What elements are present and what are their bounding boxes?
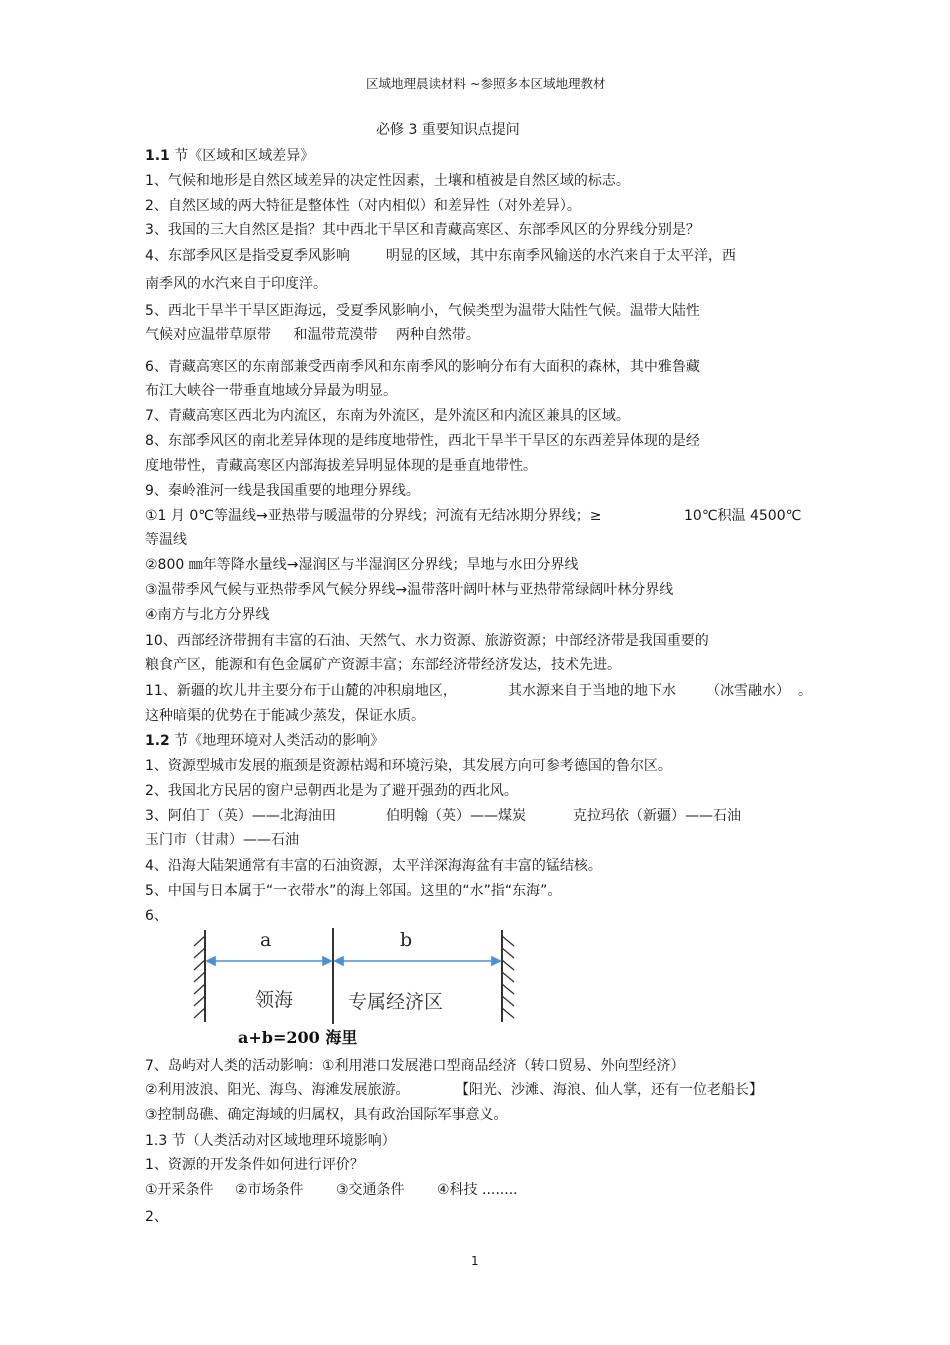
eez-label: 专属经济区 <box>348 991 444 1013</box>
item-1-2-3b: 伯明翰（英）——煤炭 <box>386 808 526 824</box>
item-1-1-9-1a: ①1 月 0℃等温线→亚热带与暖温带的分界线；河流有无结冰期分界线；≥ <box>145 508 602 524</box>
page-title: 必修 3 重要知识点提问 <box>376 122 520 138</box>
item-1-3-c4: ④科技 ........ <box>437 1182 518 1198</box>
label-b: b <box>400 929 413 951</box>
item-1-2-7d: ③控制岛礁、确定海域的归属权，具有政治国际军事意义。 <box>145 1107 508 1123</box>
item-1-2-3c: 克拉玛依（新疆）——石油 <box>573 808 741 824</box>
section-number: 1.2 <box>145 733 170 749</box>
item-1-1-10b: 粮食产区，能源和有色金属矿产资源丰富；东部经济带经济发达，技术先进。 <box>145 657 621 673</box>
item-1-1-4b: 明显的区域，其中东南季风输送的水汽来自于太平洋，西 <box>386 248 736 264</box>
right-coast-hatch <box>502 930 514 1022</box>
item-1-1-9-3: ③温带季风气候与亚热带季风气候分界线→温带落叶阔叶林与亚热带常绿阔叶林分界线 <box>145 582 674 598</box>
territorial-sea-label: 领海 <box>255 989 294 1011</box>
item-1-1-5b-part: 气候对应温带草原带 <box>145 327 271 343</box>
item-1-2-4: 4、沿海大陆架通常有丰富的石油资源，太平洋深海海盆有丰富的锰结核。 <box>145 858 602 874</box>
item-1-1-9-2: ②800 ㎜年等降水量线→湿润区与半湿润区分界线；旱地与水田分界线 <box>145 557 579 573</box>
item-1-1-1: 1、气候和地形是自然区域差异的决定性因素，土壤和植被是自然区域的标志。 <box>145 173 630 189</box>
item-1-3-c3: ③交通条件 <box>336 1182 405 1198</box>
item-1-1-11a: 11、新疆的坎儿井主要分布于山麓的冲积扇地区， <box>145 683 457 699</box>
item-1-1-3: 3、我国的三大自然区是指？其中西北干旱区和青藏高寒区、东部季风区的分界线分别是？ <box>145 222 700 238</box>
item-1-2-7b: ②利用波浪、阳光、海鸟、海滩发展旅游。 <box>145 1082 410 1098</box>
item-1-2-3a: 3、阿伯丁（英）——北海油田 <box>145 808 336 824</box>
section-number: 1.1 <box>145 148 170 164</box>
item-1-2-1: 1、资源型城市发展的瓶颈是资源枯竭和环境污染，其发展方向可参考德国的鲁尔区。 <box>145 758 672 774</box>
arrow-a <box>207 957 331 965</box>
item-1-1-5d-part: 两种自然带。 <box>395 327 480 343</box>
item-1-1-11b: 其水源来自于当地的地下水 <box>508 683 676 699</box>
item-1-1-9-4: ④南方与北方分界线 <box>145 607 270 623</box>
item-1-2-7a: 7、岛屿对人类的活动影响：①利用港口发展港口型商品经济（转口贸易、外向型经济） <box>145 1058 685 1074</box>
item-1-1-11d: 。 <box>798 683 812 699</box>
item-1-1-6b: 布江大峡谷一带垂直地域分异最为明显。 <box>145 383 397 399</box>
item-1-1-4a: 4、东部季风区是指受夏季风影响 <box>145 248 350 264</box>
item-1-2-2: 2、我国北方民居的窗户忌朝西北是为了避开强劲的西北风。 <box>145 783 518 799</box>
item-1-2-7c: 【阳光、沙滩、海浪、仙人掌，还有一位老船长】 <box>455 1082 763 1098</box>
page-number: 1 <box>471 1254 479 1268</box>
item-1-2-5: 5、中国与日本属于“一衣带水”的海上邻国。这里的“水”指“东海”。 <box>145 883 562 899</box>
item-1-3-2: 2、 <box>145 1209 168 1225</box>
formula-label: a+b=200 海里 <box>238 1028 358 1047</box>
item-1-1-5c-part: 和温带荒漠带 <box>293 327 378 343</box>
section-1-3-heading: 1.3 节（人类活动对区域地理环境影响） <box>145 1133 396 1149</box>
section-title: 节《区域和区域差异》 <box>169 148 315 164</box>
item-1-1-9-1b: 10℃积温 4500℃ <box>684 508 802 524</box>
item-1-3-c2: ②市场条件 <box>235 1182 304 1198</box>
section-1-1-heading <box>145 147 314 165</box>
item-1-1-7: 7、青藏高寒区西北为内流区，东南为外流区，是外流区和内流区兼具的区域。 <box>145 408 630 424</box>
item-1-1-5a: 5、西北干旱半干旱区距海远，受夏季风影响小，气候类型为温带大陆性气候。温带大陆性 <box>145 303 700 319</box>
section-title: 节《地理环境对人类活动的影响》 <box>169 733 385 749</box>
item-1-1-11c: （冰雪融水） <box>706 683 790 699</box>
item-1-1-8b: 度地带性，青藏高寒区内部海拔差异明显体现的是垂直地带性。 <box>145 458 537 474</box>
item-1-1-6a: 6、青藏高寒区的东南部兼受西南季风和东南季风的影响分布有大面积的森林，其中雅鲁藏 <box>145 359 700 375</box>
item-1-1-9: 9、秦岭淮河一线是我国重要的地理分界线。 <box>145 483 420 499</box>
item-1-3-c1: ①开采条件 <box>145 1182 214 1198</box>
item-1-2-3d: 玉门市（甘肃）——石油 <box>145 832 299 848</box>
item-1-1-2: 2、自然区域的两大特征是整体性（对内相似）和差异性（对外差异）。 <box>145 198 581 214</box>
arrow-b <box>335 957 500 965</box>
label-a: a <box>260 929 272 951</box>
item-1-1-11e: 这种暗渠的优势在于能减少蒸发，保证水质。 <box>145 708 425 724</box>
item-1-2-6: 6、 <box>145 908 168 924</box>
item-1-1-8a: 8、东部季风区的南北差异体现的是纬度地带性，西北干旱半干旱区的东西差异体现的是经 <box>145 433 700 449</box>
item-1-3-1: 1、资源的开发条件如何进行评价？ <box>145 1157 364 1173</box>
item-1-1-5b <box>145 326 480 344</box>
left-coast-hatch <box>194 930 205 1022</box>
item-1-1-4c: 南季风的水汽来自于印度洋。 <box>145 276 327 292</box>
section-1-2-heading <box>145 732 384 750</box>
maritime-zone-diagram <box>180 922 530 1047</box>
item-1-1-10a: 10、西部经济带拥有丰富的石油、天然气、水力资源、旅游资源；中部经济带是我国重要的 <box>145 633 709 649</box>
page-header: 区域地理晨读材料 ~参照多本区域地理教材 <box>366 76 606 91</box>
item-1-1-9-1c: 等温线 <box>145 532 187 548</box>
